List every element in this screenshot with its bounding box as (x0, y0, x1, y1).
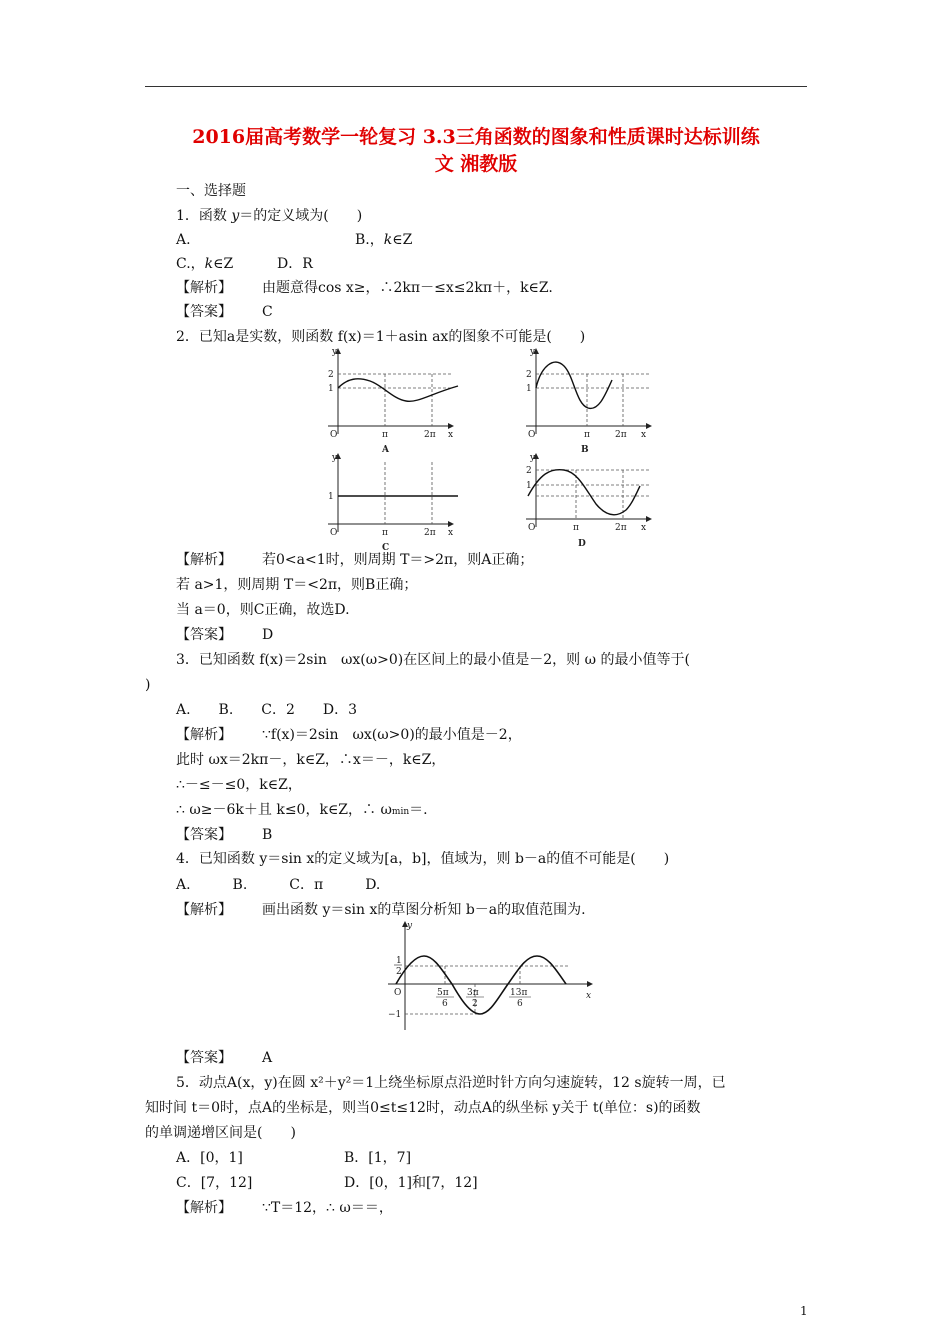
graph-c-x-axis: x (448, 528, 454, 538)
q2-jiexi-line3: 当 a＝0，则C正确，故选D. (176, 602, 350, 618)
q1-jiexi: 由题意得cos x≥，∴2kπ－≤x≤2kπ＋，k∈Z. (262, 280, 553, 296)
q4-graph-origin: O (394, 988, 402, 998)
graph-a-origin: O (330, 430, 338, 440)
q3-jiexi-line1: ∵f(x)＝2sin ωx(ω>0)的最小值是－2， (262, 727, 522, 743)
q4-sine-graph (360, 918, 600, 1036)
graph-b-y-axis: y (530, 347, 536, 357)
graph-d-ytick: 1 (526, 481, 532, 491)
q4-options: A. B. C．π D. (176, 877, 381, 893)
q4-answer-label: 【答案】 (176, 1050, 232, 1066)
graph-c-origin: O (330, 528, 338, 538)
graph-b-origin: O (528, 430, 536, 440)
q4-graph-tick2-den: 2 (472, 999, 478, 1009)
q1-jiexi-label: 【解析】 (176, 280, 232, 296)
graph-a-xtick: 2π (424, 430, 436, 440)
q4-graph-y-axis: y (407, 921, 413, 931)
q2-stem: 2．已知a是实数，则函数 f(x)＝1＋asin ax的图象不可能是( ) (176, 329, 586, 345)
q1-option-c-var: k (204, 256, 214, 272)
q3-jiexi-line4 (176, 801, 428, 821)
graph-c-ytick: 1 (328, 492, 334, 502)
graph-d-xtick: 2π (615, 523, 627, 533)
page-number: 1 (800, 1304, 808, 1318)
q4-jiexi-label: 【解析】 (176, 902, 232, 918)
q1-option-c-part: ∈Z (213, 256, 234, 272)
graph-a-label: A (382, 445, 389, 455)
q5-stem-line1: 5．动点A(x，y)在圆 x²＋y²＝1上绕坐标原点沿逆时针方向匀速旋转，12 s旋转一周，已 (176, 1075, 726, 1091)
q4-stem: 4．已知函数 y＝sin x的定义域为[a，b]，值域为，则 b－a的值不可能是( ) (176, 851, 670, 867)
q1-option-b-part: B.， (355, 232, 384, 248)
q4-graph-tick3-num: 13π (510, 988, 528, 998)
q1-option-b (355, 231, 412, 249)
q5-option-b: B．[1，7] (344, 1150, 412, 1166)
q4-graph-half-den: 2 (396, 967, 402, 977)
q2-graphs (318, 344, 668, 553)
graph-a-x-axis: x (448, 430, 454, 440)
q3-answer: B (262, 827, 273, 843)
q4-graph-tick1-num: 5π (437, 988, 449, 998)
graph-b-ytick: 2 (526, 370, 532, 380)
q4-graph-x-axis: x (586, 991, 592, 1001)
document-title-line2: 文 湘教版 (434, 153, 518, 175)
graph-d-y-axis: y (530, 453, 536, 463)
graph-d-origin: O (528, 523, 536, 533)
graph-a (328, 347, 458, 455)
graph-b-ytick: 1 (526, 384, 532, 394)
q1-option-b-part: ∈Z (392, 232, 413, 248)
graph-b-label: B (581, 445, 589, 455)
q1-stem (176, 207, 362, 225)
q2-jiexi-label: 【解析】 (176, 552, 232, 568)
q1-option-c-part: C.， (176, 256, 205, 272)
q3-stem-line1: 3．已知函数 f(x)＝2sin ωx(ω>0)在区间上的最小值是－2，则 ω 的最小值等于( (176, 652, 690, 668)
graph-c-y-axis: y (332, 453, 338, 463)
q1-option-b-var: k (383, 232, 393, 248)
graph-d (526, 453, 651, 549)
q2-jiexi-line2: 若 a>1，则周期 T＝<2π，则B正确； (176, 577, 418, 593)
q5-option-d: D．[0，1]和[7，12] (344, 1175, 478, 1191)
q1-answer: C (262, 304, 273, 320)
section-heading: 一、选择题 (176, 183, 246, 199)
graph-a-xtick: π (382, 430, 388, 440)
q5-jiexi-label: 【解析】 (176, 1200, 232, 1216)
q3-jiexi-line2: 此时 ωx＝2kπ－，k∈Z，∴x＝－，k∈Z， (176, 752, 446, 768)
graph-b-xtick: 2π (615, 430, 627, 440)
q1-option-c (176, 255, 233, 273)
q3-options: A. B. C．2 D．3 (176, 702, 358, 718)
q3-jiexi-line4-part: ∴ ω≥－6k＋且 k≤0，k∈Z，∴ ω (176, 802, 392, 818)
q1-answer-label: 【答案】 (176, 304, 232, 320)
graph-c-label: C (382, 543, 390, 553)
graph-a-ytick: 2 (328, 370, 334, 380)
header-rule (145, 86, 807, 87)
graph-c (328, 453, 458, 553)
q1-stem-part: 1．函数 (176, 208, 232, 224)
graph-d-x-axis: x (641, 523, 647, 533)
q4-graph-neg-one: −1 (388, 1010, 402, 1020)
document-title-line1: 2016届高考数学一轮复习 3.3三角函数的图象和性质课时达标训练 (192, 126, 760, 148)
q5-stem-line2: 知时间 t＝0时，点A的坐标是，则当0≤t≤12时，动点A的纵坐标 y关于 t(单位：s)的函数 (145, 1100, 701, 1116)
graph-b-xtick: π (584, 430, 590, 440)
graph-d-ytick: 2 (526, 466, 532, 476)
q4-jiexi: 画出函数 y＝sin x的草图分析知 b－a的取值范围为. (262, 902, 586, 918)
q3-jiexi-label: 【解析】 (176, 727, 232, 743)
q3-jiexi-line4-part: ＝. (409, 802, 428, 818)
q1-option-a: A. (176, 232, 191, 248)
graph-a-y-axis: y (332, 347, 338, 357)
q3-stem-line2: ) (145, 677, 151, 693)
q1-stem-var: y (231, 208, 240, 224)
q5-option-a: A．[0，1] (176, 1150, 243, 1166)
q4-graph-tick2-num: 3π (467, 988, 479, 998)
graph-d-xtick: π (573, 523, 579, 533)
q2-answer-label: 【答案】 (176, 627, 232, 643)
q1-option-d: D．R (277, 256, 313, 272)
q4-graph-tick1-den: 6 (442, 999, 448, 1009)
q5-option-c: C．[7，12] (176, 1175, 253, 1191)
graph-c-xtick: π (382, 528, 388, 538)
q4-graph-tick3-den: 6 (517, 999, 523, 1009)
graph-b-x-axis: x (641, 430, 647, 440)
q3-jiexi-line3: ∴－≤－≤0，k∈Z， (176, 777, 302, 793)
q3-answer-label: 【答案】 (176, 827, 232, 843)
q4-answer: A (262, 1050, 273, 1066)
graph-c-xtick: 2π (424, 528, 436, 538)
q5-jiexi: ∵T＝12，∴ ω＝＝， (262, 1200, 393, 1216)
q4-graph-half-num: 1 (396, 956, 402, 966)
q2-jiexi-line1: 若0<a<1时，则周期 T＝>2π，则A正确； (262, 552, 534, 568)
q1-stem-part: ＝的定义域为( ) (239, 208, 363, 224)
q2-answer: D (262, 627, 274, 643)
graph-b (526, 347, 651, 455)
q5-stem-line3: 的单调递增区间是( ) (145, 1125, 296, 1141)
q3-jiexi-min-subscript: min (391, 807, 410, 817)
graph-d-label: D (578, 539, 586, 549)
graph-a-ytick: 1 (328, 384, 334, 394)
